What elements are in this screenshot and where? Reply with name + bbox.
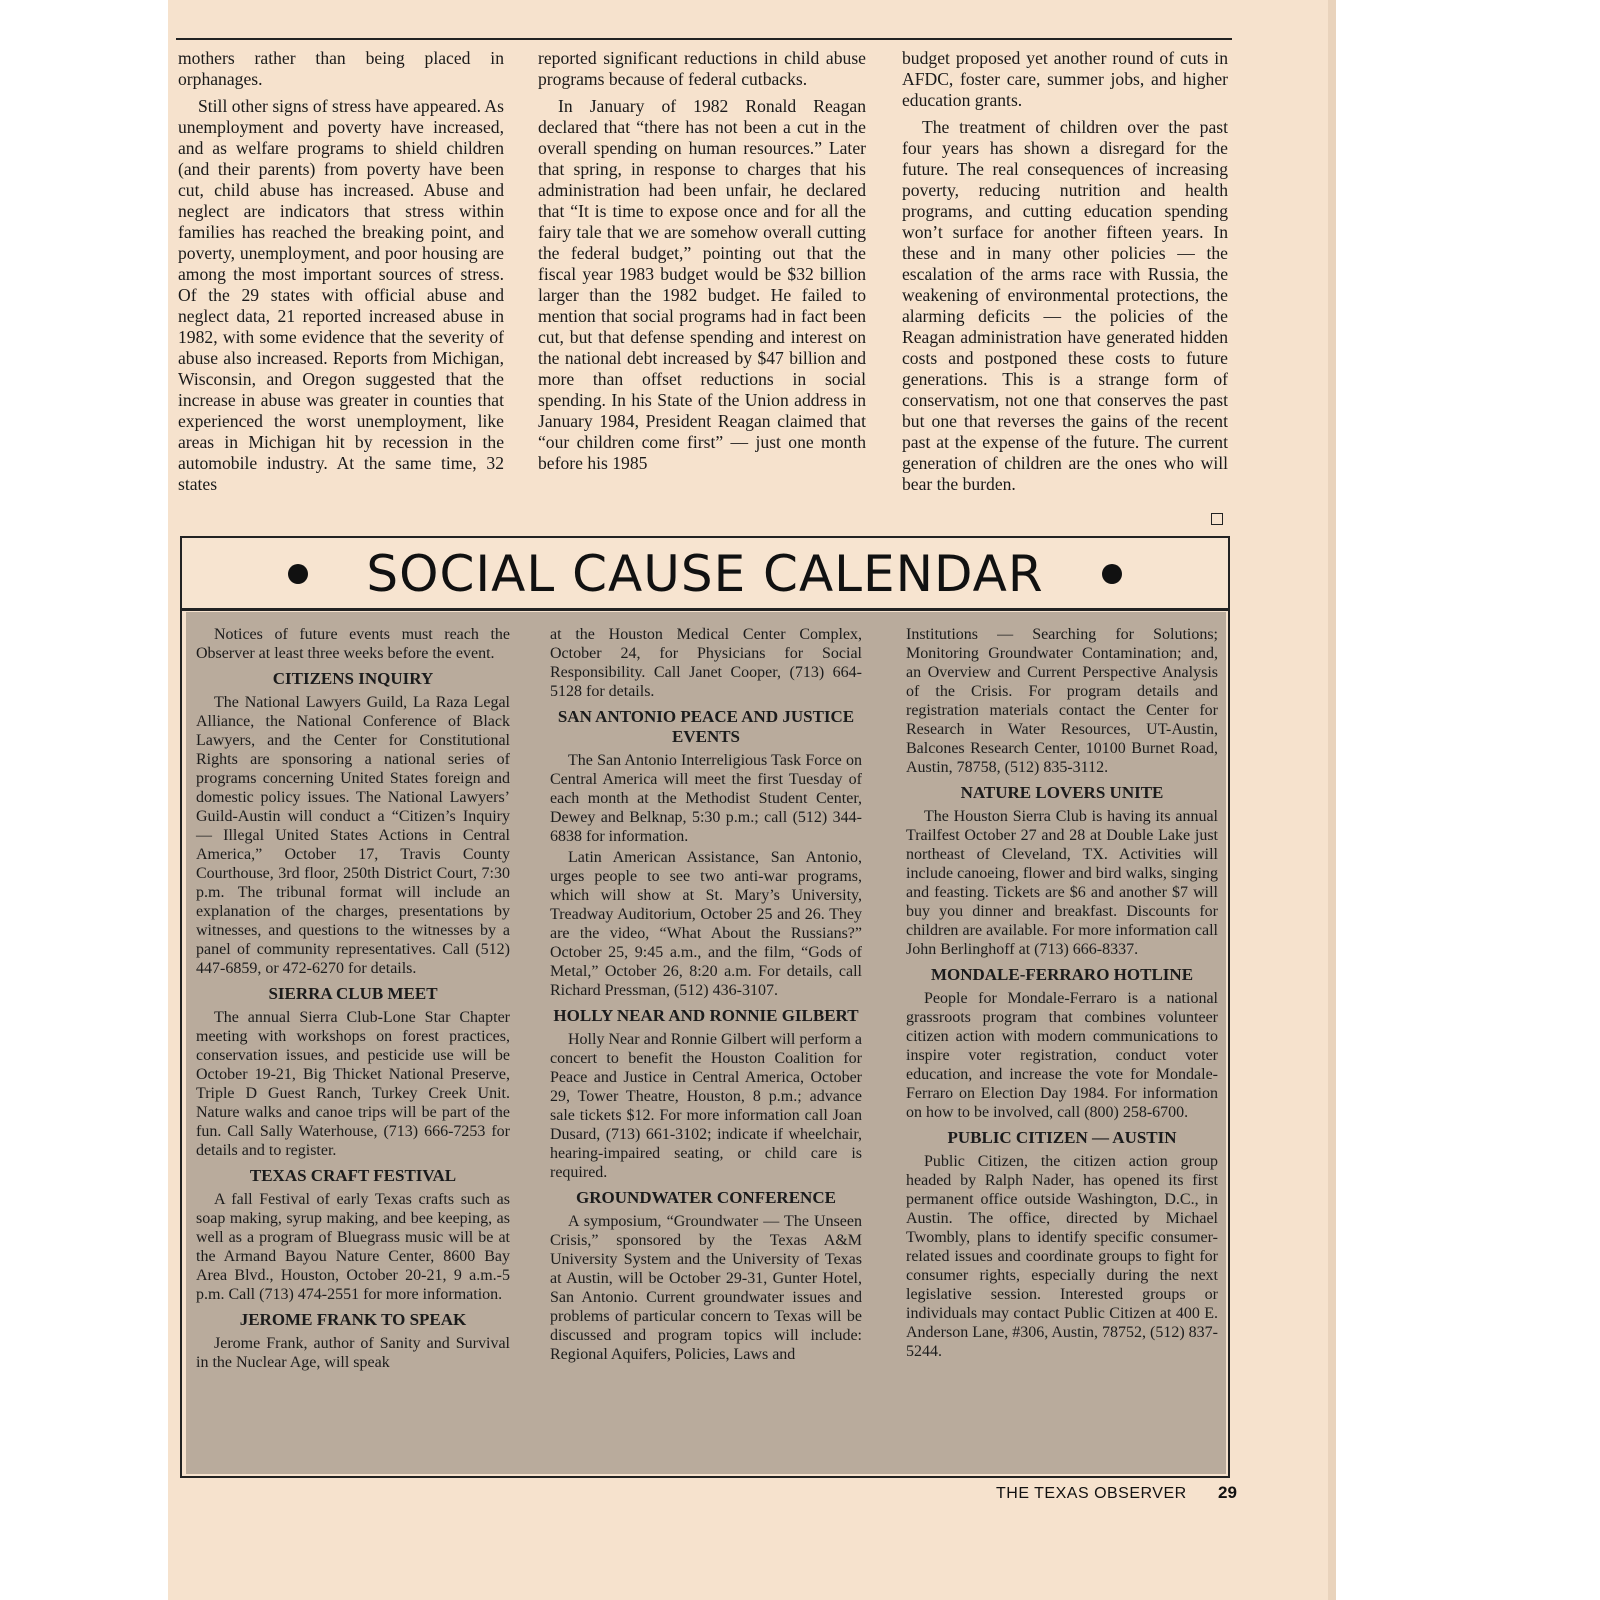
calendar-header: [182, 538, 1228, 610]
event-heading: PUBLIC CITIZEN — AUSTIN: [947, 1128, 1177, 1147]
event-text: The Houston Sierra Club is having its annual Trailfest October 27 and 28 at Double Lake just northeast of Cleveland, TX. Activities will include canoeing, flower and bird walks, singing and feasting. Tickets are $6 and another $7 will buy you dinner and breakfast. Discounts for children are available. For more information call John Berlinghoff at (713) 666-8337.: [906, 808, 1218, 958]
event-text: Institutions — Searching for Solutions; Monitoring Groundwater Contamination; and, an Overview and Current Perspective Analysis of the Crisis. For program details and registration materials contact the Center for Research in Water Resources, UT-Austin, Balcones Research Center, 10100 Burnet Road, Austin, 78758, (512) 835-3112.: [906, 626, 1218, 776]
event-text: A symposium, “Groundwater — The Unseen Crisis,” sponsored by the Texas A&M University System and the University of Texas at Austin, will be October 29-31, Gunter Hotel, San Antonio. Current groundwater issues and problems of particular concern to Texas will be discussed and program topics will include: Regional Aquifers, Policies, Laws and: [550, 1213, 862, 1363]
calendar-column-2: [550, 625, 862, 1366]
event-text: A fall Festival of early Texas crafts such as soap making, syrup making, and bee keeping, as well as a program of Bluegrass music will be at the Armand Bayou Nature Center, 8600 Bay Area Blvd., Houston, October 20-21, 9 a.m.-5 p.m. Call (713) 474-2551 for more information.: [196, 1191, 510, 1303]
event-heading: GROUNDWATER CONFERENCE: [576, 1188, 836, 1207]
paper-edge: [1328, 0, 1336, 1600]
calendar-title: SOCIAL CAUSE CALENDAR: [366, 545, 1044, 603]
page-number: 29: [1218, 1483, 1237, 1502]
article-column-3: [902, 48, 1228, 501]
article-paragraph: The treatment of children over the past four years has shown a disregard for the future. The real consequences of increasing poverty, reducing nutrition and health programs, and cutting education spending won’t surface for another fifteen years. In these and in many other policies — the escalation of the arms race with Russia, the weakening of environmental protections, the alarming deficits — the policies of the Reagan administration have generated hidden costs and postponed these costs to future generations. This is a strange form of conservatism, not one that conserves the past but one that reverses the gains of the recent past at the expense of the future. The current generation of children are the ones who will bear the burden.: [902, 117, 1228, 494]
event-heading: SAN ANTONIO PEACE AND JUSTICE EVENTS: [557, 707, 855, 746]
event-heading: HOLLY NEAR AND RONNIE GILBERT: [553, 1006, 859, 1025]
event-text: Latin American Assistance, San Antonio, urges people to see two anti-war programs, which will show at St. Mary’s University, Treadway Auditorium, October 25 and 26. They are the video, “What About the Russians?” October 25, 9:45 a.m., and the film, “Gods of Metal,” October 26, 8:20 a.m. For details, call Richard Pressman, (512) 436-3107.: [550, 849, 862, 999]
publication-name: THE TEXAS OBSERVER: [996, 1485, 1187, 1502]
event-heading: TEXAS CRAFT FESTIVAL: [249, 1166, 457, 1185]
article-column-1: [178, 48, 504, 501]
calendar-intro: Notices of future events must reach the Observer at least three weeks before the event.: [196, 626, 510, 662]
event-heading: CITIZENS INQUIRY: [272, 669, 434, 688]
article-paragraph: reported significant reductions in child abuse programs because of federal cutbacks.: [538, 48, 866, 89]
article-paragraph: Still other signs of stress have appeared. As unemployment and poverty have increased, and as welfare programs to shield children (and their parents) from poverty have been cut, child abuse has increased. Abuse and neglect are indicators that stress within families has reached the breaking point, and poverty, unemployment, and poor housing are among the most important sources of stress. Of the 29 states with official abuse and neglect data, 21 reported increased abuse in 1982, with some evidence that the severity of abuse also increased. Reports from Michigan, Wisconsin, and Oregon suggested that the increase in abuse was greater in counties that experienced the worst unemployment, like areas in Michigan hit by recession in the automobile industry. At the same time, 32 states: [178, 96, 504, 494]
event-text: The San Antonio Interreligious Task Force on Central America will meet the first Tuesday of each month at the Methodist Student Center, Dewey and Belknap, 5:30 p.m.; call (512) 344-6838 for information.: [550, 752, 862, 845]
article-paragraph: budget proposed yet another round of cuts in AFDC, foster care, summer jobs, and higher education grants.: [902, 48, 1228, 110]
event-text: The annual Sierra Club-Lone Star Chapter meeting with workshops on forest practices, conservation issues, and pesticide use will be October 19-21, Big Thicket National Preserve, Triple D Guest Ranch, Turkey Creek Unit. Nature walks and canoe trips will be part of the fun. Call Sally Waterhouse, (713) 666-7253 for details and to register.: [196, 1009, 510, 1159]
event-text: People for Mondale-Ferraro is a national grassroots program that combines volunteer citizen action with modern communications to inspire voter registration, conduct voter education, and increase the vote for Mondale-Ferraro on Election Day 1984. For information on how to be involved, call (800) 258-6700.: [906, 990, 1218, 1121]
event-text: at the Houston Medical Center Complex, October 24, for Physicians for Social Responsibility. Call Janet Cooper, (713) 664-5128 for details.: [550, 626, 862, 700]
article-paragraph: In January of 1982 Ronald Reagan declared that “there has not been a cut in the overall spending on human resources.” Later that spring, in response to charges that his administration had been unfair, he declared that “It is time to expose once and for all the fairy tale that we are somehow overall cutting the federal budget,” pointing out that the fiscal year 1983 budget would be $32 billion larger than the 1982 budget. He failed to mention that social programs had in fact been cut, but that defense spending and interest on the national debt increased by $47 billion and more than offset reductions in social spending. In his State of the Union address in January 1984, President Reagan claimed that “our children come first” — just one month before his 1985: [538, 96, 866, 473]
article-column-2: [538, 48, 866, 480]
event-heading: SIERRA CLUB MEET: [268, 984, 438, 1003]
calendar-header-rule: [182, 608, 1228, 611]
top-rule: [176, 38, 1232, 40]
event-text: Public Citizen, the citizen action group headed by Ralph Nader, has opened its first permanent office outside Washington, D.C., in Austin. The office, directed by Michael Twombly, plans to identify specific consumer-related issues and coordinate groups to fight for consumer rights, especially during the next legislative session. Interested groups or individuals may contact Public Citizen at 400 E. Anderson Lane, #306, Austin, 78752, (512) 837-5244.: [906, 1153, 1218, 1360]
event-heading: MONDALE-FERRARO HOTLINE: [930, 965, 1194, 984]
calendar-column-3: [906, 625, 1218, 1363]
bullet-icon: [288, 564, 308, 584]
bullet-icon: [1102, 564, 1122, 584]
event-text: Holly Near and Ronnie Gilbert will perform a concert to benefit the Houston Coalition for Peace and Justice in Central America, October 29, Tower Theatre, Houston, 8 p.m.; advance sale tickets $12. For more information call Joan Dusard, (713) 661-3102; indicate if wheelchair, hearing-impaired seating, or child care is required.: [550, 1031, 862, 1181]
event-text: The National Lawyers Guild, La Raza Legal Alliance, the National Conference of Black Lawyers, and the Center for Constitutional Rights are sponsoring a national series of programs concerning United States foreign and domestic policy issues. The National Lawyers’ Guild-Austin will conduct a “Citizen’s Inquiry — Illegal United States Actions in Central America,” October 17, Travis County Courthouse, 3rd floor, 250th District Court, 7:30 p.m. The tribunal format will include an explanation of the charges, presentations by witnesses, and questions to the witnesses by a panel of community representatives. Call (512) 447-6859, or 472-6270 for details.: [196, 694, 510, 977]
article-paragraph: mothers rather than being placed in orphanages.: [178, 48, 504, 89]
end-of-article-mark: [1211, 513, 1223, 525]
event-text: Jerome Frank, author of Sanity and Survival in the Nuclear Age, will speak: [196, 1335, 510, 1371]
calendar-column-1: [196, 625, 510, 1374]
event-heading: NATURE LOVERS UNITE: [960, 783, 1164, 802]
event-heading: JEROME FRANK TO SPEAK: [239, 1310, 467, 1329]
